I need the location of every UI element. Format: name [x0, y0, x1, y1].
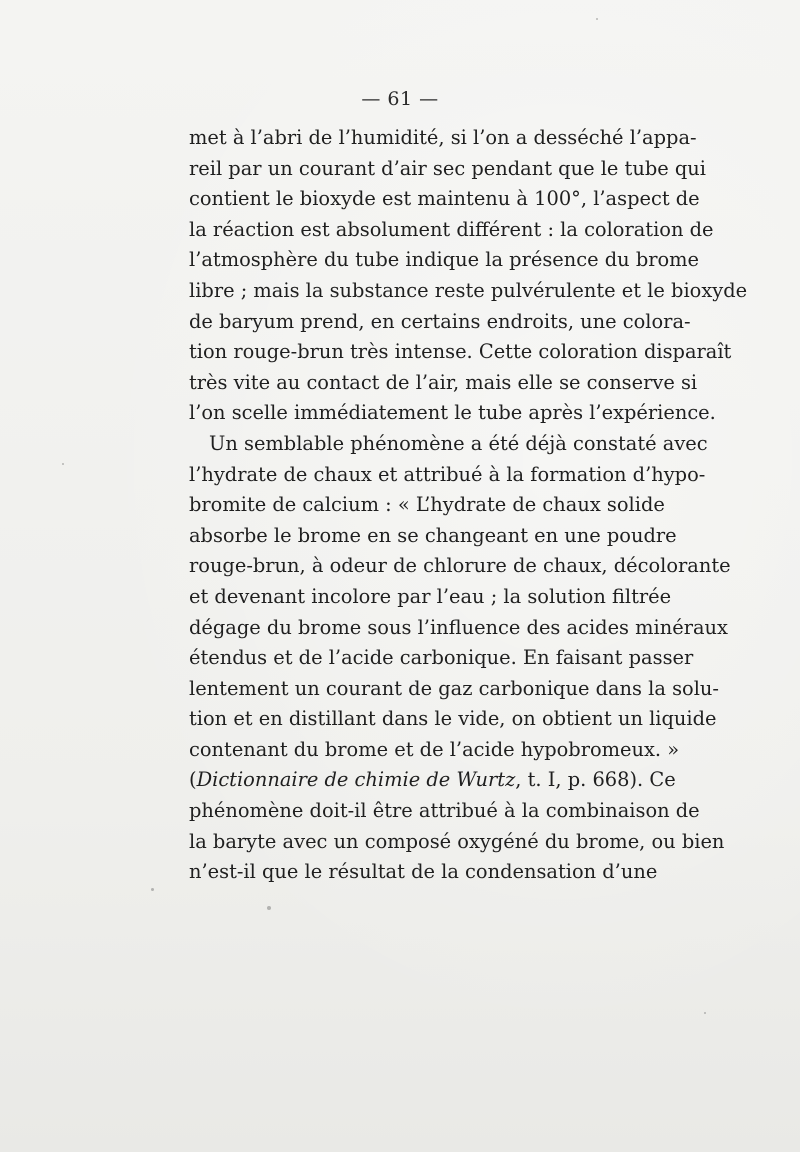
text-line: libre ; mais la substance reste pulvérulente et le bioxyde: [189, 278, 748, 302]
paper-speck: [267, 906, 271, 910]
text-line: l’hydrate de chaux et attribué à la formation d’hypo-: [189, 462, 706, 486]
paper-speck: [704, 1012, 706, 1014]
text-line: met à l’abri de l’humidité, si l’on a desséché l’appa-: [189, 126, 697, 149]
text-line: la baryte avec un composé oxygéné du brome, ou bien: [189, 829, 725, 853]
text-line: dégage du brome sous l’influence des acides minéraux: [189, 615, 728, 639]
text-line: l’on scelle immédiatement le tube après l’expérience.: [189, 401, 716, 425]
citation-reference: , t. I, p. 668). Ce: [515, 768, 676, 792]
text-line: très vite au contact de l’air, mais elle se conserve si: [189, 370, 698, 394]
text-line: contenant du brome et de l’acide hypobromeux. »: [189, 737, 680, 761]
text-line: bromite de calcium : « L’hydrate de chaux solide: [189, 493, 665, 517]
text-line: reil par un courant d’air sec pendant que le tube qui: [189, 156, 706, 180]
text-line: lentement un courant de gaz carbonique dans la solu-: [189, 676, 719, 700]
text-line: tion et en distillant dans le vide, on obtient un liquide: [189, 707, 717, 731]
text-line: tion rouge-brun très intense. Cette coloration disparaît: [189, 340, 732, 364]
paper-speck: [596, 18, 598, 20]
text-line: l’atmosphère du tube indique la présence du brome: [189, 248, 700, 272]
text-line: étendus et de l’acide carbonique. En faisant passer: [189, 646, 694, 670]
text-line: de baryum prend, en certains endroits, une colora-: [189, 309, 691, 333]
text-line: rouge-brun, à odeur de chlorure de chaux, décolorante: [189, 554, 731, 578]
citation-title: Dictionnaire de chimie de Wurtz: [196, 768, 516, 792]
text-line: phénomène doit-il être attribué à la combinaison de: [189, 799, 700, 823]
paper-speck: [151, 888, 154, 891]
text-line: la réaction est absolument différent : la coloration de: [189, 217, 714, 241]
body-text: [189, 123, 748, 888]
text-line: absorbe le brome en se changeant en une poudre: [189, 523, 677, 547]
text-line: Un semblable phénomène a été déjà constaté avec: [209, 431, 708, 455]
text-line: et devenant incolore par l’eau ; la solution filtrée: [189, 584, 672, 608]
text-line: contient le bioxyde est maintenu à 100°, l’aspect de: [189, 187, 700, 211]
page-number: — 61 —: [361, 88, 439, 110]
citation-open-paren: (: [189, 768, 197, 792]
paper-speck: [62, 463, 64, 465]
citation-line: [189, 765, 676, 796]
text-line: n’est-il que le résultat de la condensation d’une: [189, 860, 658, 884]
